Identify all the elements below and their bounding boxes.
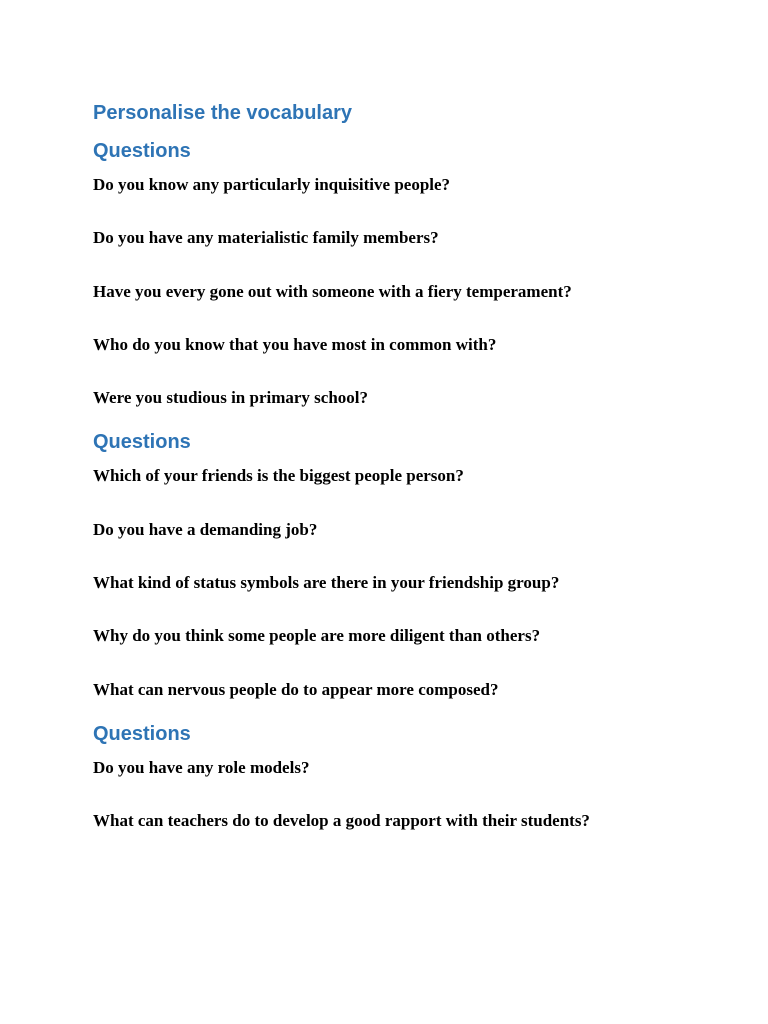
- questions-section-1: [93, 137, 713, 431]
- question-item: Were you studious in primary school?: [93, 388, 369, 408]
- question-item: Do you know any particularly inquisitive people?: [93, 175, 451, 194]
- document-page: [93, 100, 713, 855]
- question-item: What can teachers do to develop a good rapport with their students?: [93, 811, 590, 831]
- question-item: What kind of status symbols are there in your friendship group?: [93, 573, 560, 593]
- question-item: What can nervous people do to appear more composed?: [93, 679, 499, 699]
- section-heading: Questions: [93, 722, 191, 745]
- question-item: Why do you think some people are more diligent than others?: [93, 626, 541, 646]
- section-heading: Questions: [93, 431, 191, 454]
- question-item: Have you every gone out with someone with a fiery temperament?: [93, 281, 572, 301]
- question-item: Who do you know that you have most in common with?: [93, 334, 497, 354]
- question-list: [93, 165, 713, 431]
- question-list: [93, 456, 713, 722]
- question-item: Do you have any materialistic family members?: [93, 228, 439, 248]
- question-item: Do you have any role models?: [93, 757, 310, 777]
- document-title: Personalise the vocabulary: [93, 102, 353, 124]
- questions-section-2: [93, 428, 713, 722]
- section-heading: Questions: [93, 140, 191, 162]
- question-item: Which of your friends is the biggest people person?: [93, 466, 464, 486]
- questions-section-3: [93, 720, 713, 855]
- question-item: Do you have a demanding job?: [93, 519, 318, 539]
- question-list: [93, 748, 713, 855]
